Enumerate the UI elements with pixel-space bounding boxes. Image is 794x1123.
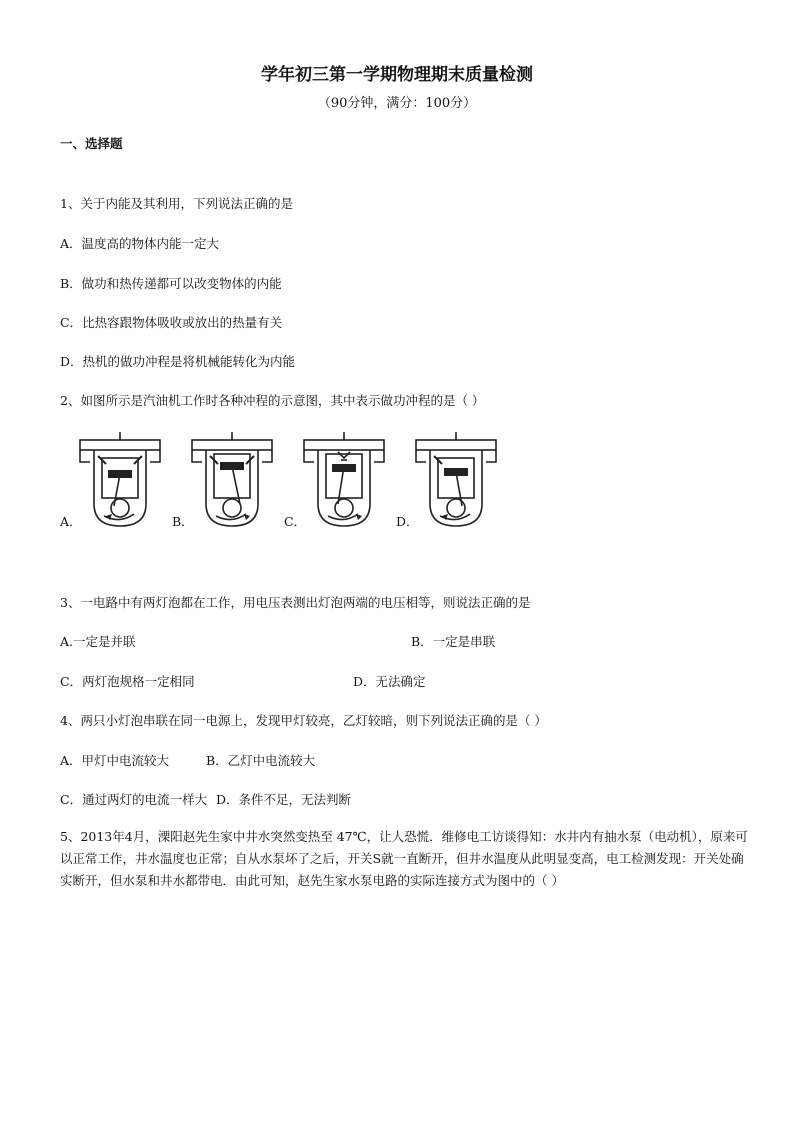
engine-stroke-a-icon bbox=[74, 428, 166, 530]
engine-stroke-d-icon bbox=[410, 428, 502, 530]
question-3-option-c: C．两灯泡规格一定相同 bbox=[60, 674, 195, 689]
question-4-option-b: B．乙灯中电流较大 bbox=[206, 753, 316, 768]
engine-stroke-b-icon bbox=[186, 428, 278, 530]
question-1-option-c: C．比热容跟物体吸收或放出的热量有关 bbox=[60, 315, 283, 330]
engine-option-d bbox=[396, 428, 506, 536]
question-1-option-a: A．温度高的物体内能一定大 bbox=[60, 236, 220, 251]
question-1-option-d: D．热机的做功冲程是将机械能转化为内能 bbox=[60, 354, 296, 369]
engine-label-a: A． bbox=[60, 514, 82, 529]
page-title: 学年初三第一学期物理期末质量检测 bbox=[261, 65, 533, 85]
engine-label-b: B． bbox=[172, 514, 194, 529]
question-4-stem: 4、两只小灯泡串联在同一电源上，发现甲灯较亮，乙灯较暗，则下列说法正确的是（ ） bbox=[60, 713, 547, 728]
question-4-option-d: D．条件不足，无法判断 bbox=[216, 792, 352, 807]
engine-option-b bbox=[172, 428, 282, 536]
question-3-stem: 3、一电路中有两灯泡都在工作，用电压表测出灯泡两端的电压相等，则说法正确的是 bbox=[60, 595, 531, 610]
engine-label-c: C． bbox=[284, 514, 307, 529]
engine-option-c bbox=[284, 428, 394, 536]
engine-stroke-c-icon bbox=[298, 428, 390, 530]
question-4-option-a: A．甲灯中电流较大 bbox=[60, 753, 170, 768]
engine-label-d: D． bbox=[396, 514, 419, 529]
question-1-option-b: B．做功和热传递都可以改变物体的内能 bbox=[60, 276, 282, 291]
question-1-stem: 1、关于内能及其利用，下列说法正确的是 bbox=[60, 196, 293, 211]
question-3-option-d: D．无法确定 bbox=[353, 674, 426, 689]
question-3-option-a: A.一定是并联 bbox=[60, 634, 136, 649]
question-2-stem: 2、如图所示是汽油机工作时各种冲程的示意图，其中表示做功冲程的是（ ） bbox=[60, 393, 485, 408]
question-3-option-b: B．一定是串联 bbox=[411, 634, 496, 649]
engine-option-a bbox=[60, 428, 170, 536]
section-heading: 一、选择题 bbox=[60, 136, 123, 151]
engine-diagram-row bbox=[60, 428, 520, 536]
page-subtitle: （90分钟，满分：100分） bbox=[317, 96, 477, 111]
question-5-stem: 5、2013年4月，溧阳赵先生家中井水突然变热至 47℃，让人恐慌．维修电工访谈得知：水井内有抽水泵（电动机），原来可以正常工作，井水温度也正常；自从水泵坏了之后，开关S就一直断开，但井水温度从此明显变高，电工检测发现：开关处确实断开，但水泵和井水都带电．由此可知，赵先生家水泵电路的实际连接方式为图中的（ ） bbox=[60, 829, 748, 888]
question-4-option-c: C．通过两灯的电流一样大 bbox=[60, 792, 208, 807]
